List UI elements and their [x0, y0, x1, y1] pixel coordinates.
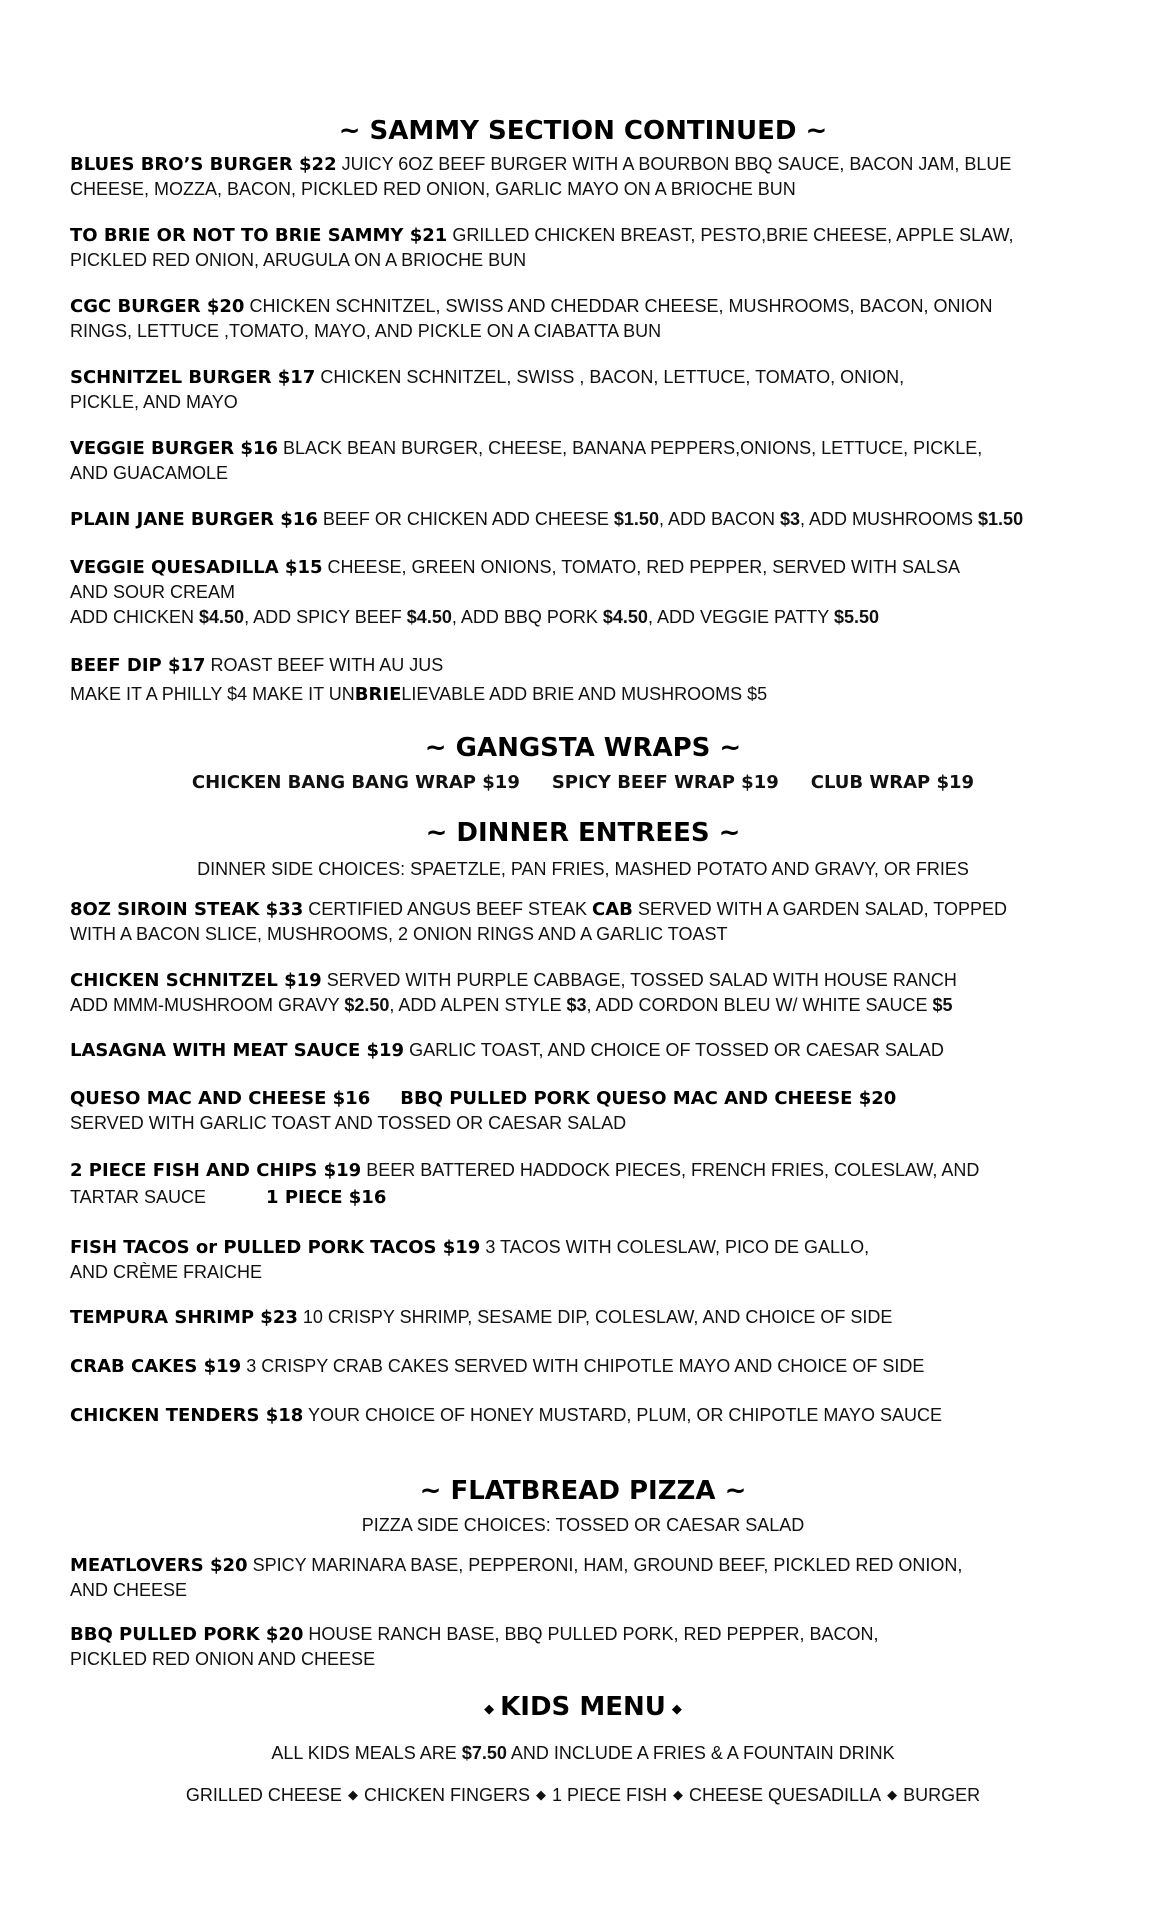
- item-name: CGC BURGER $20: [70, 296, 245, 317]
- kids-title-text: KIDS MENU: [500, 1692, 666, 1722]
- item-desc: , ADD VEGGIE PATTY: [647, 607, 834, 627]
- item-desc: PICKLED RED ONION, ARUGULA ON A BRIOCHE BUN: [70, 250, 527, 270]
- item-desc: , ADD SPICY BEEF: [244, 607, 407, 627]
- kids-item: CHICKEN FINGERS: [363, 1785, 530, 1805]
- item-desc: BEER BATTERED HADDOCK PIECES, FRENCH FRIES, COLESLAW, AND: [361, 1160, 980, 1180]
- item-name: 2 PIECE FISH AND CHIPS $19: [70, 1160, 362, 1181]
- menu-item-bbq-pulled-pork-pizza: [70, 1622, 1145, 1672]
- item-name: BBQ PULLED PORK QUESO MAC AND CHEESE $20: [400, 1088, 897, 1109]
- price: $5: [932, 995, 953, 1015]
- item-desc: , ADD BBQ PORK: [451, 607, 603, 627]
- menu-item-tacos: [70, 1235, 1145, 1285]
- kids-item: GRILLED CHEESE: [185, 1785, 342, 1805]
- item-desc: GRILLED CHICKEN BREAST, PESTO,BRIE CHEESE, APPLE SLAW,: [447, 225, 1014, 245]
- menu-item-chicken-tenders: [70, 1403, 1145, 1428]
- item-name: VEGGIE BURGER $16: [70, 438, 279, 459]
- item-name: CHICKEN TENDERS $18: [70, 1405, 304, 1426]
- menu-item-blues-bros-burger: [70, 152, 1145, 202]
- item-name: QUESO MAC AND CHEESE $16: [70, 1088, 371, 1109]
- item-desc: ROAST BEEF WITH AU JUS: [205, 655, 444, 675]
- item-name: FISH TACOS or PULLED PORK TACOS $19: [70, 1237, 481, 1258]
- sammy-section-title: ~ SAMMY SECTION CONTINUED ~: [338, 116, 828, 146]
- menu-item-veggie-quesadilla: [70, 555, 1145, 630]
- diamond-icon: ◆: [535, 1787, 546, 1802]
- item-desc: , ADD MUSHROOMS: [800, 509, 979, 529]
- item-desc: GARLIC TOAST, AND CHOICE OF TOSSED OR CAESAR SALAD: [404, 1040, 944, 1060]
- menu-item-lasagna: [70, 1038, 1145, 1063]
- item-desc: 10 CRISPY SHRIMP, SESAME DIP, COLESLAW, AND CHOICE OF SIDE: [297, 1307, 893, 1327]
- menu-item-tempura-shrimp: [70, 1305, 1145, 1330]
- diamond-icon: ◆: [347, 1787, 358, 1802]
- menu-item-meatlovers: [70, 1553, 1145, 1603]
- kids-price: $7.50: [461, 1743, 507, 1763]
- item-desc: ADD CHICKEN: [70, 607, 200, 627]
- add-ons: [70, 605, 1145, 630]
- wrap-item: SPICY BEEF WRAP $19: [551, 772, 779, 793]
- diamond-icon: ◆: [671, 1702, 682, 1717]
- item-name: CRAB CAKES $19: [70, 1356, 242, 1377]
- kids-note-text: ALL KIDS MEALS ARE: [271, 1743, 462, 1763]
- item-name: VEGGIE QUESADILLA $15: [70, 557, 323, 578]
- price: $1.50: [978, 509, 1024, 529]
- menu-item-plain-jane-burger: [70, 507, 1145, 532]
- item-name: SCHNITZEL BURGER $17: [70, 367, 316, 388]
- item-name: BBQ PULLED PORK $20: [70, 1624, 304, 1645]
- item-name: LASAGNA WITH MEAT SAUCE $19: [70, 1040, 405, 1061]
- wrap-item: CLUB WRAP $19: [810, 772, 975, 793]
- price: $4.50: [406, 607, 452, 627]
- item-desc: , ADD BACON: [658, 509, 780, 529]
- menu-item-crab-cakes: [70, 1354, 1145, 1379]
- item-name: 1 PIECE $16: [266, 1187, 387, 1208]
- item-desc: JUICY 6OZ BEEF BURGER WITH A BOURBON BBQ SAUCE, BACON JAM, BLUE: [336, 154, 1012, 174]
- wraps-section-title: ~ GANGSTA WRAPS ~: [424, 733, 742, 763]
- item-name: BLUES BRO’S BURGER $22: [70, 154, 337, 175]
- menu-item-brie-sammy: [70, 223, 1145, 273]
- item-desc: AND CHEESE: [70, 1580, 188, 1600]
- kids-note-text: AND INCLUDE A FRIES & A FOUNTAIN DRINK: [506, 1743, 895, 1763]
- kids-section-title: [0, 1692, 1166, 1722]
- price: $1.50: [613, 509, 659, 529]
- pizza-section-title: ~ FLATBREAD PIZZA ~: [419, 1476, 747, 1506]
- menu-item-fish-and-chips: [70, 1157, 1145, 1211]
- item-desc: HOUSE RANCH BASE, BBQ PULLED PORK, RED PEPPER, BACON,: [303, 1624, 879, 1644]
- item-desc: WITH A BACON SLICE, MUSHROOMS, 2 ONION RINGS AND A GARLIC TOAST: [70, 924, 728, 944]
- kids-item: 1 PIECE FISH: [551, 1785, 668, 1805]
- item-desc: 3 CRISPY CRAB CAKES SERVED WITH CHIPOTLE MAYO AND CHOICE OF SIDE: [241, 1356, 925, 1376]
- pizza-side-choices: PIZZA SIDE CHOICES: TOSSED OR CAESAR SALAD: [361, 1515, 805, 1535]
- item-desc: AND GUACAMOLE: [70, 463, 229, 483]
- item-desc: PICKLE, AND MAYO: [70, 392, 238, 412]
- price: $2.50: [344, 995, 390, 1015]
- price: $3: [779, 509, 801, 529]
- wraps-list: [0, 772, 1166, 793]
- item-desc: TARTAR SAUCE: [70, 1187, 207, 1207]
- item-desc: CHEESE, GREEN ONIONS, TOMATO, RED PEPPER, SERVED WITH SALSA: [322, 557, 960, 577]
- item-desc: AND CRÈME FRAICHE: [70, 1262, 263, 1282]
- item-desc: YOUR CHOICE OF HONEY MUSTARD, PLUM, OR CHIPOTLE MAYO SAUCE: [303, 1405, 943, 1425]
- item-desc: SERVED WITH A GARDEN SALAD, TOPPED: [632, 899, 1007, 919]
- price: $4.50: [199, 607, 245, 627]
- item-name: BRIE: [354, 684, 402, 705]
- item-desc: MAKE IT A PHILLY $4 MAKE IT UN: [70, 684, 355, 704]
- item-desc: CHICKEN SCHNITZEL, SWISS AND CHEDDAR CHEESE, MUSHROOMS, BACON, ONION: [244, 296, 993, 316]
- price: $3: [566, 995, 587, 1015]
- menu-item-chicken-schnitzel: [70, 968, 1145, 1018]
- kids-note: [0, 1743, 1166, 1764]
- menu-item-sirloin-steak: [70, 897, 1145, 947]
- item-name: BEEF DIP $17: [70, 655, 206, 676]
- item-desc: BEEF OR CHICKEN ADD CHEESE: [317, 509, 614, 529]
- price: $4.50: [602, 607, 648, 627]
- price: $5.50: [833, 607, 880, 627]
- item-desc: PICKLED RED ONION AND CHEESE: [70, 1649, 376, 1669]
- item-desc: CHEESE, MOZZA, BACON, PICKLED RED ONION, GARLIC MAYO ON A BRIOCHE BUN: [70, 179, 796, 199]
- item-desc: CHICKEN SCHNITZEL, SWISS , BACON, LETTUCE, TOMATO, ONION,: [315, 367, 905, 387]
- kids-item: CHEESE QUESADILLA: [689, 1785, 882, 1805]
- menu-item-beef-dip: [70, 651, 1145, 709]
- diamond-icon: ◆: [484, 1702, 495, 1717]
- dinner-side-choices: DINNER SIDE CHOICES: SPAETZLE, PAN FRIES, MASHED POTATO AND GRAVY, OR FRIES: [197, 859, 969, 879]
- item-desc: ADD MMM-MUSHROOM GRAVY: [70, 995, 345, 1015]
- diamond-icon: ◆: [673, 1787, 684, 1802]
- kids-item: BURGER: [903, 1785, 981, 1805]
- item-desc: 3 TACOS WITH COLESLAW, PICO DE GALLO,: [480, 1237, 870, 1257]
- item-name: 8OZ SIROIN STEAK $33: [70, 899, 304, 920]
- item-desc: , ADD CORDON BLEU W/ WHITE SAUCE: [586, 995, 933, 1015]
- item-desc: SERVED WITH GARLIC TOAST AND TOSSED OR CAESAR SALAD: [70, 1113, 627, 1133]
- wrap-item: CHICKEN BANG BANG WRAP $19: [191, 772, 520, 793]
- item-desc: AND SOUR CREAM: [70, 582, 236, 602]
- item-name: TEMPURA SHRIMP $23: [70, 1307, 298, 1328]
- kids-items-list: [0, 1785, 1166, 1806]
- dinner-section-title: ~ DINNER ENTREES ~: [425, 818, 741, 848]
- item-name: MEATLOVERS $20: [70, 1555, 248, 1576]
- menu-item-veggie-burger: [70, 436, 1145, 486]
- item-name: CHICKEN SCHNITZEL $19: [70, 970, 322, 991]
- item-desc: LIEVABLE ADD BRIE AND MUSHROOMS $5: [401, 684, 768, 704]
- item-name: TO BRIE OR NOT TO BRIE SAMMY $21: [70, 225, 448, 246]
- item-desc: CERTIFIED ANGUS BEEF STEAK: [303, 899, 592, 919]
- item-desc: RINGS, LETTUCE ,TOMATO, MAYO, AND PICKLE ON A CIABATTA BUN: [70, 321, 662, 341]
- menu-item-schnitzel-burger: [70, 365, 1145, 415]
- menu-item-cgc-burger: [70, 294, 1145, 344]
- item-desc: SERVED WITH PURPLE CABBAGE, TOSSED SALAD WITH HOUSE RANCH: [321, 970, 957, 990]
- item-desc: , ADD ALPEN STYLE: [389, 995, 567, 1015]
- diamond-icon: ◆: [887, 1787, 898, 1802]
- item-name: PLAIN JANE BURGER $16: [70, 509, 318, 530]
- menu-item-mac-and-cheese: [70, 1086, 1145, 1136]
- item-desc: BLACK BEAN BURGER, CHEESE, BANANA PEPPERS,ONIONS, LETTUCE, PICKLE,: [278, 438, 983, 458]
- item-desc: SPICY MARINARA BASE, PEPPERONI, HAM, GROUND BEEF, PICKLED RED ONION,: [247, 1555, 963, 1575]
- cab-label: CAB: [592, 899, 633, 920]
